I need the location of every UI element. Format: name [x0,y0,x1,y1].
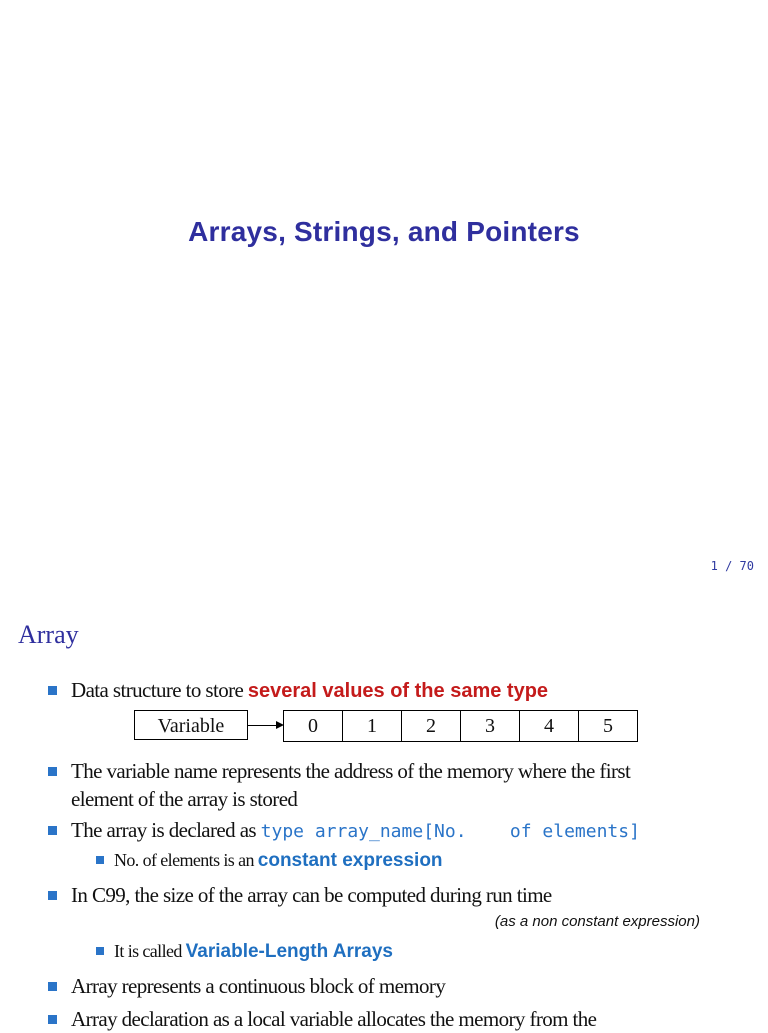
page-number: 1 / 70 [710,559,754,573]
sub-bullet-2 [96,937,393,966]
sub-bullet-1 [96,846,443,875]
sub-bullet-2-text: It is called [114,941,186,961]
sub-bullet-2-highlight: Variable-Length Arrays [185,941,393,962]
bullet-3-text: The array is declared as [71,818,261,842]
bullet-square-icon [96,947,104,955]
bullet-2 [48,757,630,785]
bullet-1-highlight: several values of the same type [247,680,549,702]
bullet-6 [48,1005,596,1033]
bullet-4 [48,881,552,909]
variable-box: Variable [134,710,248,740]
array-cell: 0 [283,710,343,742]
bullet-5-text: Array represents a continuous block of memory [71,974,446,998]
bullet-5 [48,972,445,1000]
bullet-3-code: type array_name[No. of elements] [260,821,640,842]
slide-title: Arrays, Strings, and Pointers [188,216,580,247]
array-cell: 1 [342,710,402,742]
bullet-square-icon [96,856,104,864]
bullet-4-text: In C99, the size of the array can be computed during run time [71,883,552,907]
array-cells [284,710,638,742]
bullet-square-icon [48,686,57,695]
bullet-1 [48,676,548,705]
bullet-1-text: Data structure to store [71,678,248,702]
array-cell: 2 [401,710,461,742]
section-heading: Array [18,620,79,649]
bullet-6-text: Array declaration as a local variable allocates the memory from the [71,1007,597,1031]
bullet-square-icon [48,826,57,835]
bullet-3 [48,816,640,846]
bullet-square-icon [48,767,57,776]
array-cell: 3 [460,710,520,742]
sub-bullet-1-text: No. of elements is an [114,850,258,870]
bullet-square-icon [48,982,57,991]
bullet-2-continuation: element of the array is stored [71,787,298,811]
bullet-4-note: (as a non constant expression) [494,913,700,930]
sub-bullet-1-highlight: constant expression [257,850,443,871]
arrow-line [248,725,276,726]
array-cell: 5 [578,710,638,742]
bullet-square-icon [48,1015,57,1024]
bullet-square-icon [48,891,57,900]
array-cell: 4 [519,710,579,742]
bullet-2-line-1: The variable name represents the address of the memory where the first [71,759,631,783]
